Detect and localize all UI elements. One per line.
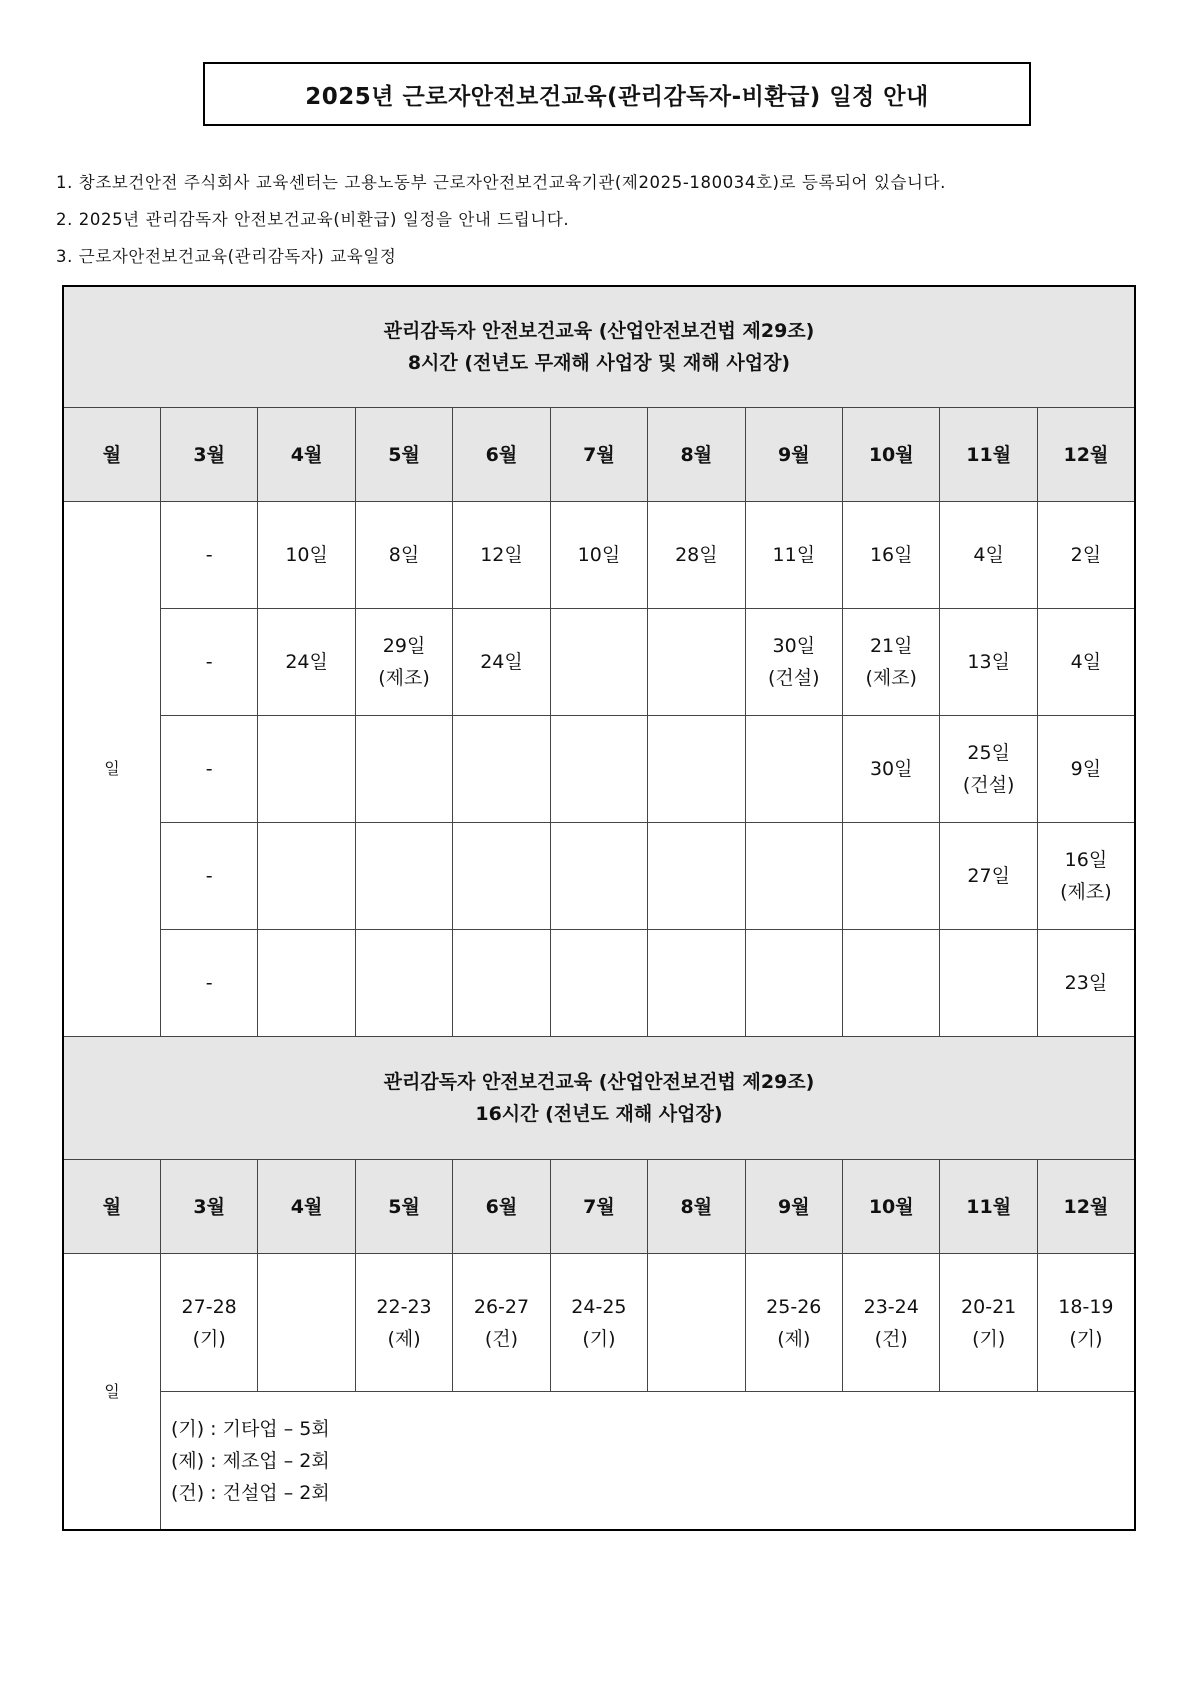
note-item: 3. 근로자안전보건교육(관리감독자) 교육일정 [56, 247, 397, 266]
month-header-cell: 6월 [453, 408, 550, 502]
schedule-cell [550, 716, 647, 823]
schedule-cell [355, 502, 452, 609]
table-row [63, 930, 1135, 1037]
schedule-cell [550, 502, 647, 609]
month-label: 월 [63, 1160, 160, 1254]
schedule-industry-tag: (제) [387, 1327, 421, 1350]
schedule-cell [355, 609, 452, 716]
month-header-cell: 7월 [550, 408, 647, 502]
schedule-table [62, 285, 1136, 1531]
schedule-date: 12일 [480, 544, 523, 566]
month-header-cell: 4월 [258, 408, 355, 502]
section-heading-line1: 관리감독자 안전보건교육 (산업안전보건법 제29조) [383, 320, 815, 342]
schedule-cell [648, 930, 745, 1037]
schedule-date: 28일 [675, 544, 718, 566]
schedule-cell [1037, 609, 1135, 716]
schedule-cell [843, 502, 940, 609]
schedule-date: 24일 [480, 651, 523, 673]
section-heading-line1: 관리감독자 안전보건교육 (산업안전보건법 제29조) [383, 1071, 815, 1093]
month-header-row [63, 1160, 1135, 1254]
legend-item: (제) : 제조업 – 2회 [170, 1449, 330, 1472]
schedule-cell [550, 609, 647, 716]
schedule-date: 26-27 [473, 1295, 530, 1318]
schedule-industry-tag: (제조) [378, 667, 430, 689]
schedule-cell [745, 502, 842, 609]
schedule-industry-tag: (기) [972, 1327, 1006, 1350]
schedule-date: 4일 [1070, 651, 1102, 673]
month-header-cell: 5월 [355, 1160, 452, 1254]
schedule-date: - [205, 758, 213, 780]
schedule-cell [648, 609, 745, 716]
schedule-date: - [205, 651, 213, 673]
schedule-cell [1037, 930, 1135, 1037]
schedule-date: 30일 [869, 758, 913, 780]
day-label: 일 [63, 502, 160, 1037]
schedule-cell [940, 502, 1037, 609]
schedule-date: 23-24 [863, 1295, 919, 1318]
schedule-date: 21일 [869, 635, 913, 657]
schedule-cell [160, 716, 257, 823]
schedule-cell [258, 823, 355, 930]
section-heading [63, 286, 1135, 408]
schedule-cell [258, 930, 355, 1037]
schedule-industry-tag: (건설) [768, 667, 820, 689]
schedule-date: 10일 [285, 544, 328, 566]
schedule-cell [355, 716, 452, 823]
schedule-cell [258, 502, 355, 609]
schedule-date: 18-19 [1058, 1295, 1114, 1318]
schedule-cell [453, 1254, 550, 1392]
notes-list [56, 168, 946, 279]
schedule-cell [1037, 502, 1135, 609]
schedule-industry-tag: (건) [484, 1327, 519, 1350]
table-row [63, 716, 1135, 823]
schedule-date: 11일 [772, 544, 816, 566]
table-row [63, 1254, 1135, 1392]
schedule-cell [745, 1254, 842, 1392]
month-header-cell: 7월 [550, 1160, 647, 1254]
schedule-date: 25-26 [766, 1295, 822, 1318]
schedule-cell [843, 1254, 940, 1392]
schedule-cell [940, 823, 1037, 930]
schedule-date: 23일 [1064, 972, 1108, 994]
month-header-cell: 9월 [745, 408, 842, 502]
schedule-cell [843, 930, 940, 1037]
schedule-cell [745, 609, 842, 716]
schedule-cell [453, 823, 550, 930]
schedule-date: 4일 [973, 544, 1004, 566]
schedule-cell [843, 823, 940, 930]
schedule-cell [745, 930, 842, 1037]
schedule-cell [843, 609, 940, 716]
schedule-cell [453, 716, 550, 823]
month-header-cell: 8월 [648, 408, 745, 502]
section-heading-row [63, 1037, 1135, 1160]
legend-item: (건) : 건설업 – 2회 [170, 1481, 330, 1504]
schedule-cell [1037, 716, 1135, 823]
month-header-cell: 3월 [160, 1160, 257, 1254]
schedule-cell [258, 609, 355, 716]
schedule-industry-tag: (제) [777, 1327, 811, 1350]
schedule-cell [940, 1254, 1037, 1392]
schedule-cell [258, 716, 355, 823]
schedule-cell [550, 930, 647, 1037]
schedule-cell [160, 502, 257, 609]
schedule-date: 10일 [577, 544, 621, 566]
schedule-cell [745, 716, 842, 823]
schedule-cell [1037, 1254, 1135, 1392]
month-header-cell: 4월 [258, 1160, 355, 1254]
schedule-date: 27일 [967, 865, 1010, 887]
section-heading [63, 1037, 1135, 1160]
schedule-date: 16일 [869, 544, 913, 566]
month-header-cell: 6월 [453, 1160, 550, 1254]
schedule-industry-tag: (제조) [1060, 881, 1112, 903]
schedule-date: 16일 [1064, 849, 1108, 871]
schedule-cell [160, 930, 257, 1037]
schedule-industry-tag: (기) [192, 1327, 226, 1350]
table-row [63, 502, 1135, 609]
schedule-cell [453, 930, 550, 1037]
schedule-cell [355, 930, 452, 1037]
month-header-cell: 11월 [940, 1160, 1037, 1254]
schedule-date: - [205, 972, 213, 994]
schedule-industry-tag: (건설) [962, 774, 1015, 796]
note-item: 2. 2025년 관리감독자 안전보건교육(비환급) 일정을 안내 드립니다. [56, 210, 570, 229]
schedule-date: 25일 [967, 742, 1010, 764]
schedule-date: 22-23 [376, 1295, 432, 1318]
schedule-cell [843, 716, 940, 823]
schedule-cell [258, 1254, 355, 1392]
page-title: 2025년 근로자안전보건교육(관리감독자-비환급) 일정 안내 [203, 62, 1031, 126]
schedule-cell [453, 502, 550, 609]
schedule-cell [160, 1254, 257, 1392]
schedule-cell [648, 716, 745, 823]
schedule-date: - [205, 544, 213, 566]
schedule-industry-tag: (제조) [865, 667, 917, 689]
month-header-cell: 8월 [648, 1160, 745, 1254]
schedule-date: 9일 [1070, 758, 1102, 780]
schedule-cell [648, 502, 745, 609]
month-header-row [63, 408, 1135, 502]
schedule-date: 30일 [772, 635, 816, 657]
schedule-date: 24일 [285, 651, 328, 673]
schedule-industry-tag: (기) [1069, 1327, 1103, 1350]
schedule-date: 24-25 [571, 1295, 627, 1318]
schedule-date: 2일 [1070, 544, 1102, 566]
note-item: 1. 창조보건안전 주식회사 교육센터는 고용노동부 근로자안전보건교육기관(제2025-180034호)로 등록되어 있습니다. [56, 173, 946, 192]
schedule-cell [745, 823, 842, 930]
section-heading-row [63, 286, 1135, 408]
month-header-cell: 9월 [745, 1160, 842, 1254]
schedule-cell [648, 1254, 745, 1392]
schedule-industry-tag: (건) [874, 1327, 908, 1350]
schedule-cell [648, 823, 745, 930]
month-label: 월 [63, 408, 160, 502]
schedule-date: 29일 [382, 635, 426, 657]
schedule-cell [940, 930, 1037, 1037]
schedule-cell [160, 609, 257, 716]
schedule-cell [550, 823, 647, 930]
month-header-cell: 10월 [843, 408, 940, 502]
schedule-date: 27-28 [181, 1295, 237, 1318]
month-header-cell: 12월 [1037, 1160, 1135, 1254]
schedule-cell [453, 609, 550, 716]
schedule-date: - [205, 865, 213, 887]
schedule-date: 8일 [388, 544, 420, 566]
schedule-cell [940, 609, 1037, 716]
section-heading-line2: 16시간 (전년도 재해 사업장) [475, 1103, 723, 1125]
month-header-cell: 5월 [355, 408, 452, 502]
legend-item: (기) : 기타업 – 5회 [170, 1417, 330, 1440]
legend-row [63, 1392, 1135, 1531]
schedule-cell [355, 1254, 452, 1392]
legend [160, 1392, 1135, 1531]
day-label: 일 [63, 1254, 160, 1531]
schedule-cell [355, 823, 452, 930]
month-header-cell: 11월 [940, 408, 1037, 502]
schedule-cell [550, 1254, 647, 1392]
schedule-cell [940, 716, 1037, 823]
table-row [63, 823, 1135, 930]
section-heading-line2: 8시간 (전년도 무재해 사업장 및 재해 사업장) [407, 352, 791, 374]
month-header-cell: 3월 [160, 408, 257, 502]
month-header-cell: 10월 [843, 1160, 940, 1254]
schedule-date: 20-21 [961, 1295, 1017, 1318]
table-row [63, 609, 1135, 716]
schedule-cell [160, 823, 257, 930]
schedule-cell [1037, 823, 1135, 930]
schedule-date: 13일 [967, 651, 1010, 673]
schedule-industry-tag: (기) [582, 1327, 616, 1350]
month-header-cell: 12월 [1037, 408, 1135, 502]
